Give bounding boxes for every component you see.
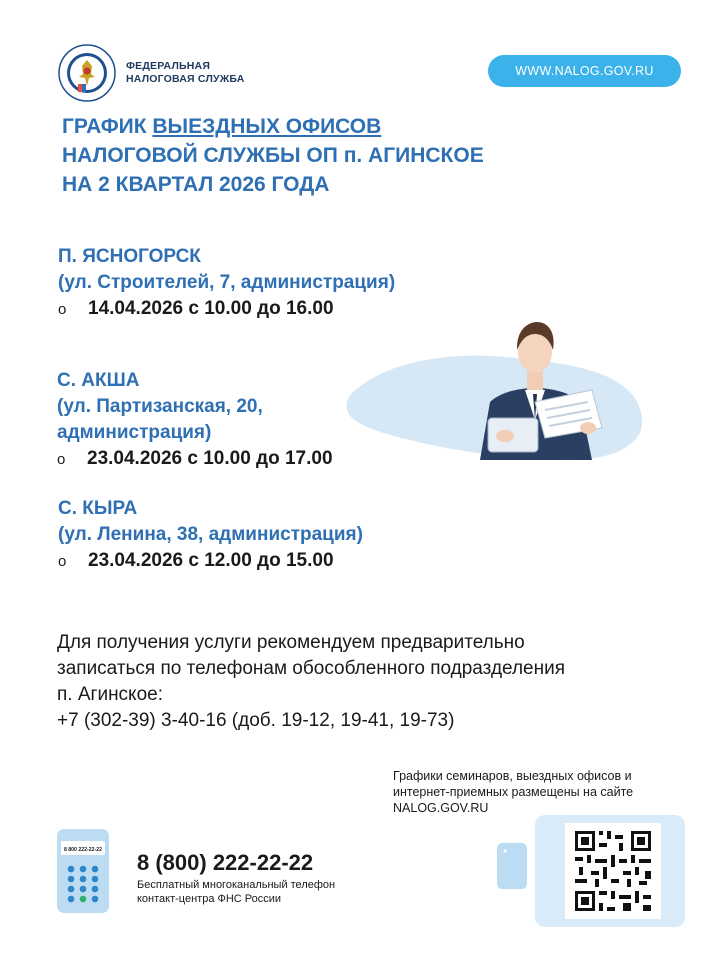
info-line3: п. Агинское: [57, 684, 163, 705]
org-name-line1: ФЕДЕРАЛЬНАЯ [126, 60, 211, 72]
info-line2: записаться по телефонам обособленного подразделения [57, 658, 566, 679]
phone-screen-number: 8 800 222-22-22 [63, 847, 103, 853]
qr-code-card[interactable] [495, 815, 685, 927]
office-schedule [58, 548, 363, 575]
hotline-number[interactable]: 8 (800) 222-22-22 [137, 850, 314, 875]
info-phone: +7 (302-39) 3-40-16 (доб. 19-12, 19-41, 19-73) [57, 710, 455, 731]
bullet-marker: o [58, 301, 67, 318]
appointment-info [57, 630, 565, 734]
office-kyra [58, 496, 363, 575]
title-prefix: ГРАФИК [62, 115, 153, 138]
hotline-desc-line2: контакт-центра ФНС России [137, 893, 282, 905]
office-address: (ул. Строителей, 7, администрация) [58, 272, 396, 293]
hotline-desc-line1: Бесплатный многоканальный телефон [137, 879, 336, 891]
note-line1: Графики семинаров, выездных офисов и [393, 769, 632, 783]
org-name-line2: НАЛОГОВАЯ СЛУЖБА [126, 73, 245, 85]
title-line3: НА 2 КВАРТАЛ 2026 ГОДА [62, 173, 330, 196]
bullet-marker: o [57, 451, 66, 468]
schedule-text: 14.04.2026 с 10.00 до 16.00 [88, 298, 334, 319]
phone-keypad-icon [57, 829, 109, 913]
office-name: П. ЯСНОГОРСК [58, 246, 201, 267]
office-name: С. АКША [57, 370, 140, 391]
schedule-text: 23.04.2026 с 12.00 до 15.00 [88, 550, 334, 571]
page-title [62, 112, 484, 199]
org-name [126, 60, 245, 86]
hotline-description [137, 878, 335, 906]
office-name: С. КЫРА [58, 498, 138, 519]
site-note [393, 768, 633, 816]
note-line2: интернет-приемных размещены на сайте [393, 785, 634, 799]
office-address-line1: (ул. Партизанская, 20, [57, 396, 263, 417]
note-line3: NALOG.GOV.RU [393, 801, 489, 815]
info-line1: Для получения услуги рекомендуем предварительно [57, 632, 525, 653]
website-button[interactable]: WWW.NALOG.GOV.RU [488, 55, 681, 87]
title-underlined: ВЫЕЗДНЫХ ОФИСОВ [152, 115, 382, 138]
office-address: (ул. Ленина, 38, администрация) [58, 524, 363, 545]
office-address-line2: администрация) [57, 422, 212, 443]
office-schedule [57, 446, 333, 473]
office-aksha [57, 368, 333, 473]
bullet-marker: o [58, 553, 67, 570]
schedule-text: 23.04.2026 с 10.00 до 17.00 [87, 448, 333, 469]
officer-illustration [330, 310, 650, 470]
fns-emblem-logo [58, 44, 116, 102]
title-line2: НАЛОГОВОЙ СЛУЖБЫ ОП п. АГИНСКОЕ [62, 144, 484, 167]
